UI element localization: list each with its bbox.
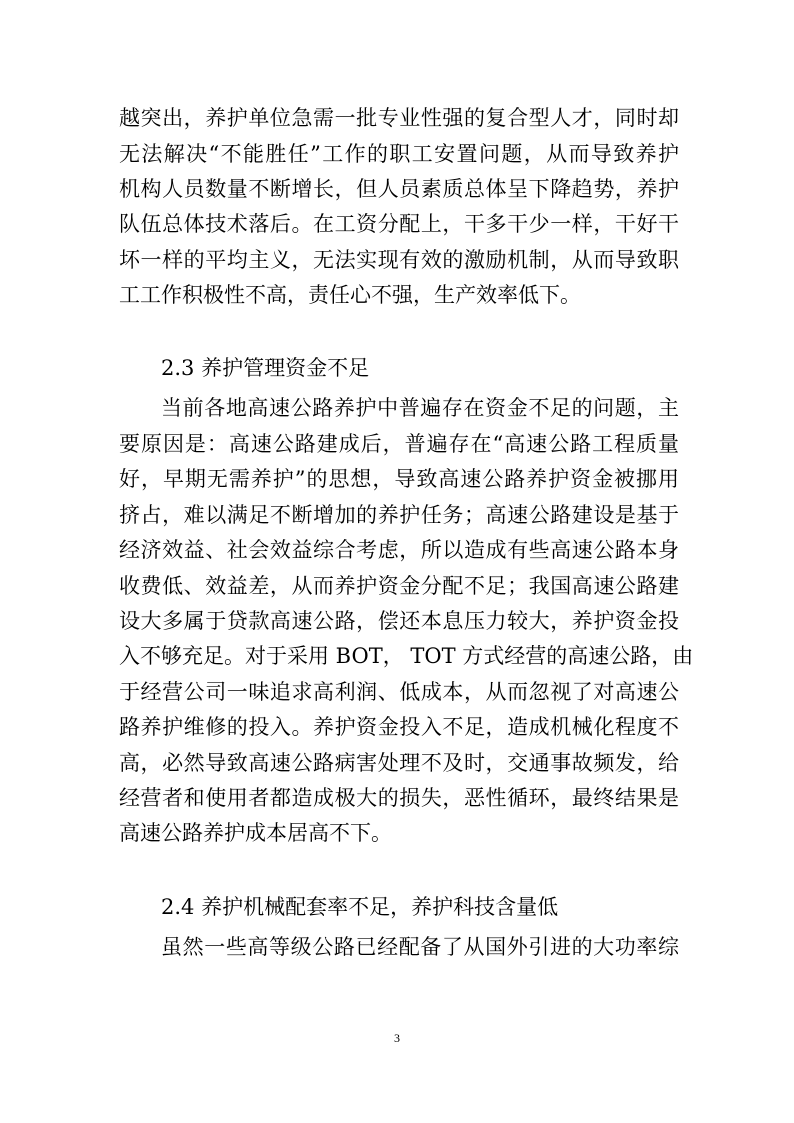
- section-heading-2-4: 2.4 养护机械配套率不足，养护科技含量低: [161, 895, 559, 919]
- paragraph-1-line-4: 队伍总体技术落后。在工资分配上，干多干少一样，干好干: [119, 212, 679, 236]
- paragraph-2-line-13: 高速公路养护成本居高不下。: [119, 821, 392, 845]
- paragraph-2-line-1: 当前各地高速公路养护中普遍存在资金不足的问题，主: [161, 396, 679, 420]
- paragraph-2-line-10: 路养护维修的投入。养护资金投入不足，造成机械化程度不: [119, 715, 679, 739]
- paragraph-2-line-6: 收费低、效益差，从而养护资金分配不足；我国高速公路建: [119, 574, 679, 598]
- paragraph-2-line-11: 高，必然导致高速公路病害处理不及时，交通事故频发，给: [119, 751, 679, 775]
- paragraph-2-line-12: 经营者和使用者都造成极大的损失，恶性循环，最终结果是: [119, 786, 679, 810]
- paragraph-2-line-9: 于经营公司一味追求高利润、低成本，从而忽视了对高速公: [119, 680, 679, 704]
- paragraph-2-line-8: 入不够充足。对于采用 BOT， TOT 方式经营的高速公路，由: [119, 644, 694, 668]
- paragraph-1-line-5: 坏一样的平均主义，无法实现有效的激励机制，从而导致职: [119, 248, 679, 272]
- paragraph-2-line-3: 好，早期无需养护”的思想，导致高速公路养护资金被挪用: [119, 467, 679, 491]
- paragraph-1-line-3: 机构人员数量不断增长，但人员素质总体呈下降趋势，养护: [119, 177, 679, 201]
- paragraph-3-line-1: 虽然一些高等级公路已经配备了从国外引进的大功率综: [161, 935, 679, 959]
- paragraph-1-line-1: 越突出，养护单位急需一批专业性强的复合型人才，同时却: [119, 106, 679, 130]
- paragraph-2-line-2: 要原因是：高速公路建成后，普遍存在“高速公路工程质量: [119, 432, 679, 456]
- paragraph-2-line-4: 挤占，难以满足不断增加的养护任务；高速公路建设是基于: [119, 503, 679, 527]
- paragraph-2-line-7: 设大多属于贷款高速公路，偿还本息压力较大，养护资金投: [119, 609, 679, 633]
- paragraph-2-line-5: 经济效益、社会效益综合考虑，所以造成有些高速公路本身: [119, 538, 679, 562]
- page-number: 3: [394, 1031, 400, 1045]
- paragraph-1-line-6: 工工作积极性不高，责任心不强，生产效率低下。: [119, 283, 581, 307]
- section-heading-2-3: 2.3 养护管理资金不足: [161, 356, 370, 380]
- paragraph-1-line-2: 无法解决“不能胜任”工作的职工安置问题，从而导致养护: [119, 142, 679, 166]
